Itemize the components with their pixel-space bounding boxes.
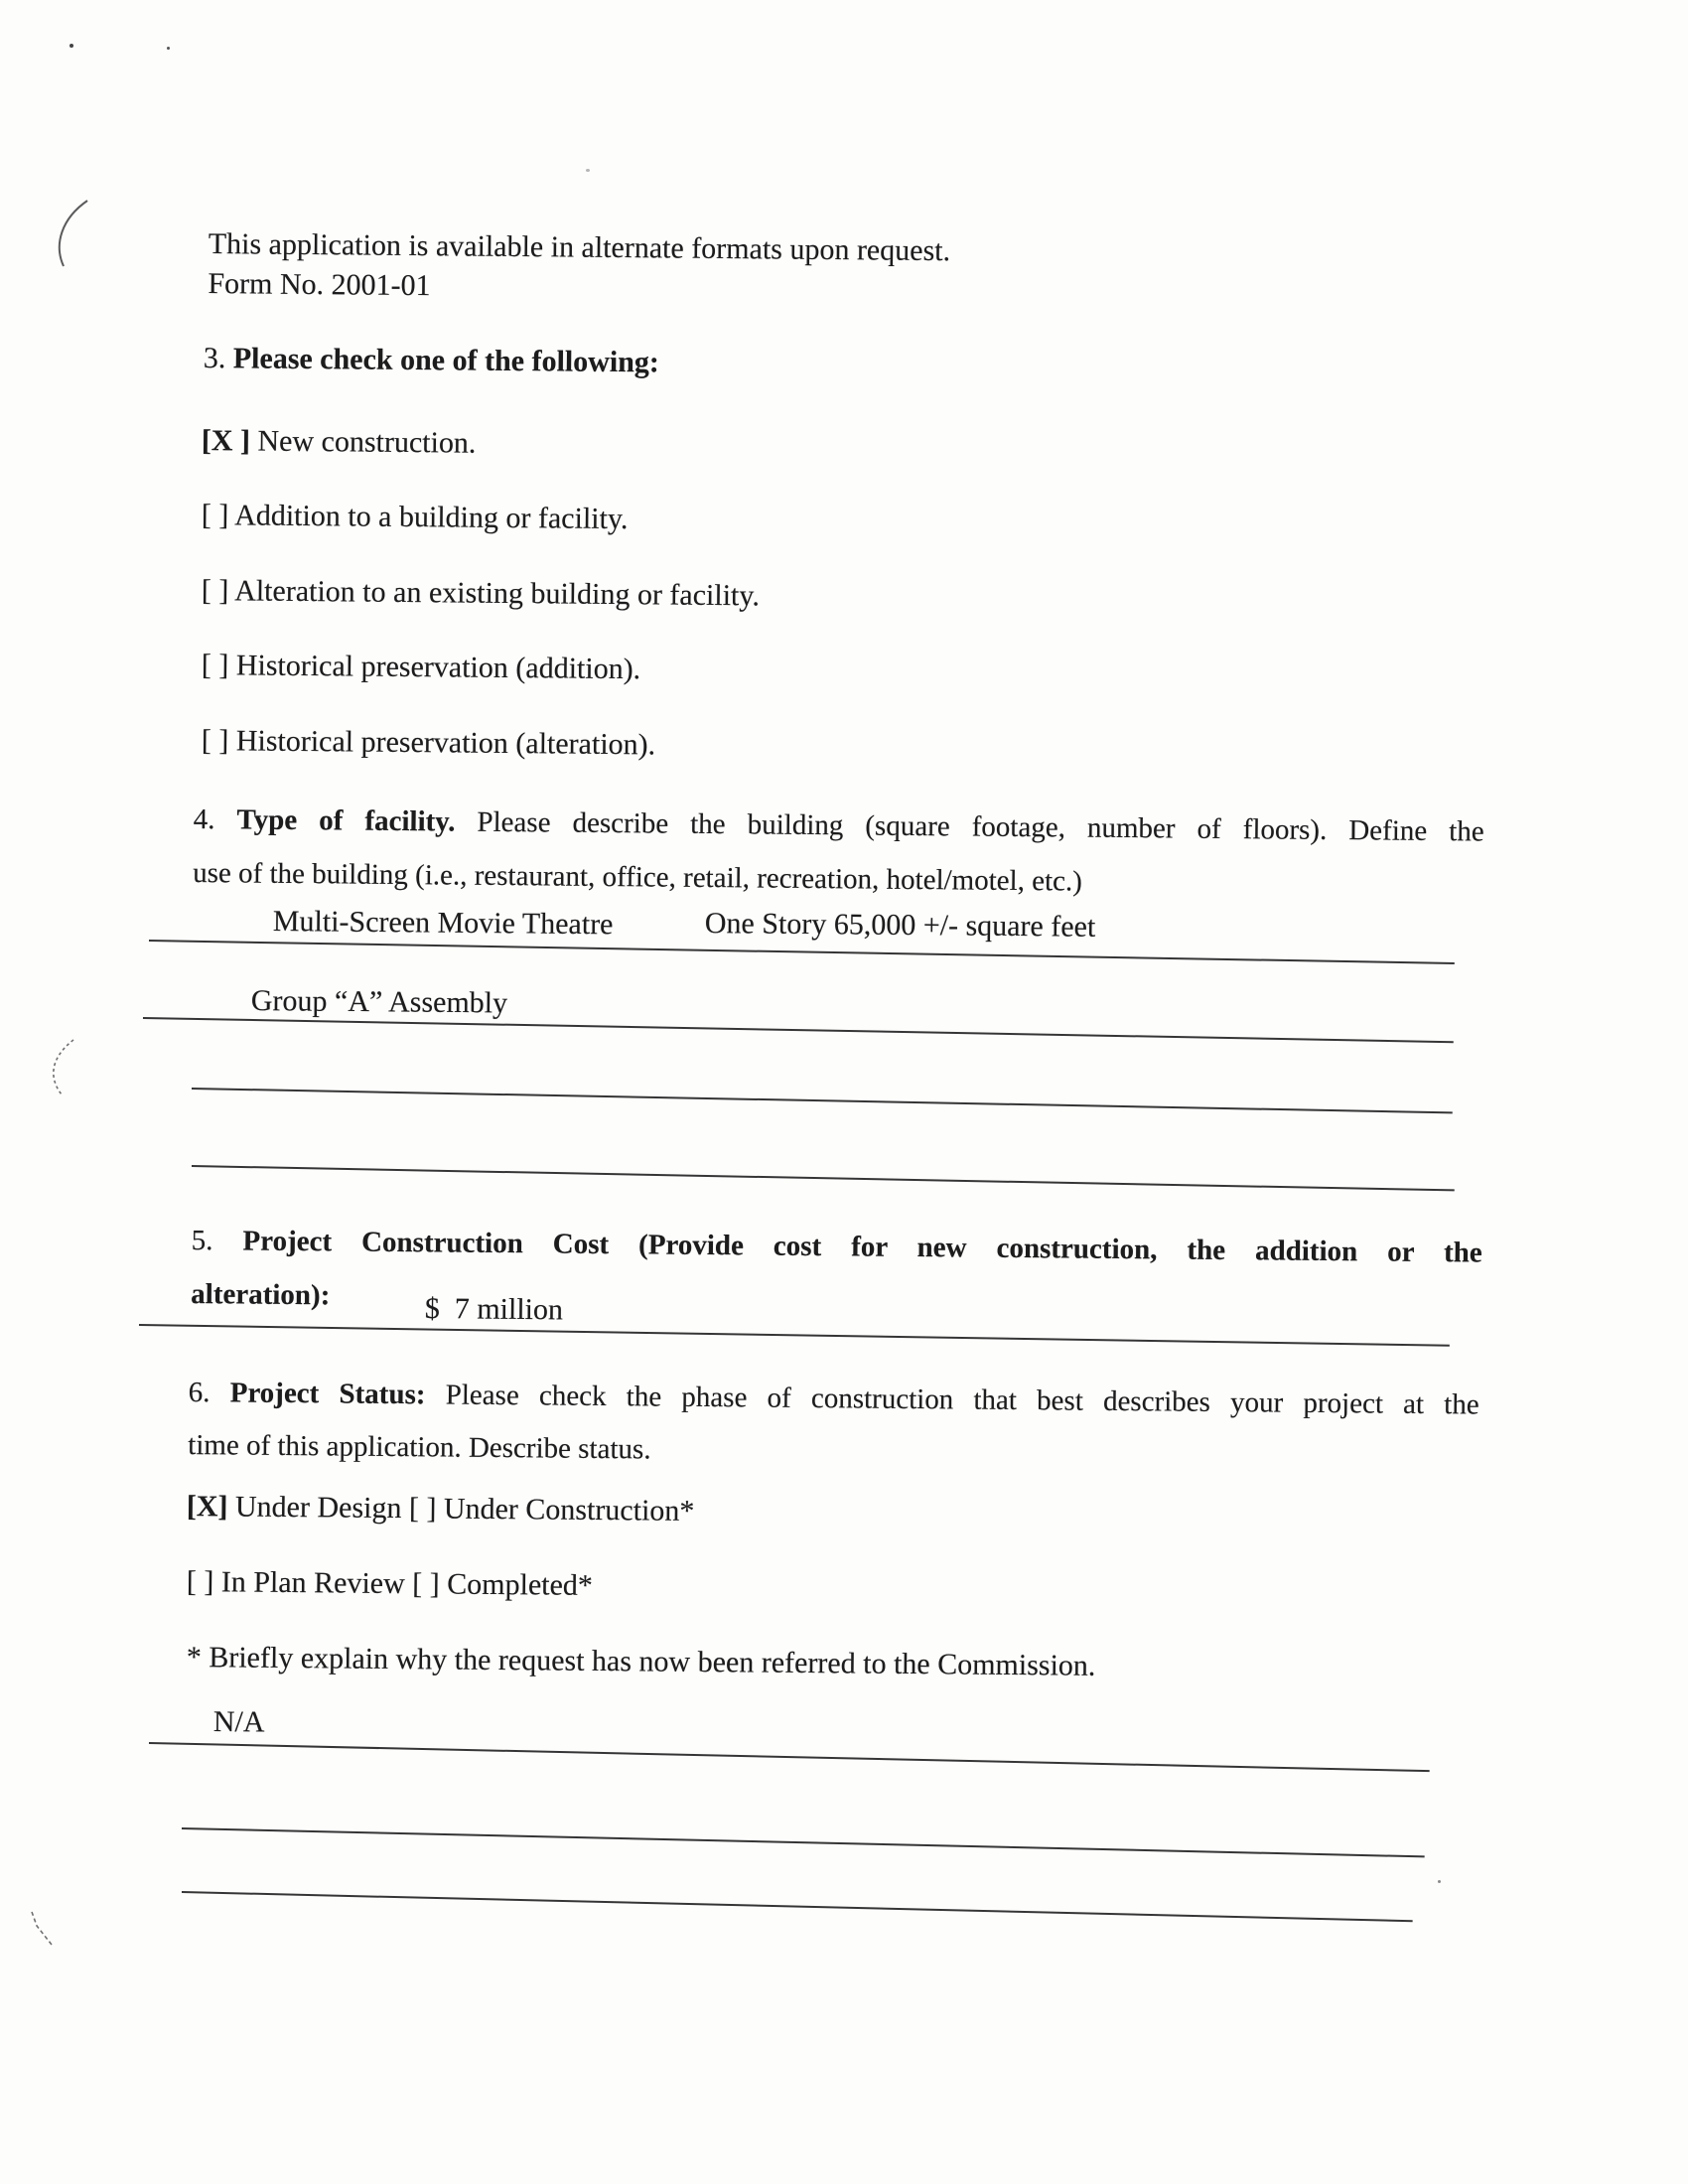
- status-row-2: [187, 1562, 593, 1606]
- option-label: Historical preservation (addition).: [235, 649, 641, 686]
- section5-number: 5.: [191, 1224, 213, 1257]
- footnote-answer-line[interactable]: [149, 1742, 1430, 1772]
- section4-body-line1: Please describe the building (square footage, number of floors). Define the: [477, 805, 1484, 848]
- section5-title-line1: Project Construction Cost (Provide cost for new construction, the addition or the: [242, 1225, 1482, 1269]
- blank-line-4[interactable]: [182, 1891, 1413, 1922]
- blank-line-2[interactable]: [192, 1165, 1455, 1191]
- option-label: Addition to a building or facility.: [233, 499, 629, 536]
- section3-number: 3.: [203, 341, 226, 375]
- checkbox-completed[interactable]: [ ]: [412, 1567, 440, 1601]
- section5-paragraph: [191, 1214, 1482, 1333]
- section4-title: Type of facility.: [236, 803, 456, 838]
- scan-artifact-paren: [46, 1037, 80, 1098]
- section6-body-line2: time of this application. Describe status.: [188, 1428, 651, 1466]
- section6-number: 6.: [188, 1376, 211, 1409]
- construction-cost-value: $ 7 million: [424, 1291, 564, 1327]
- option-historical-alteration: [202, 721, 656, 765]
- scan-speck: [70, 44, 73, 48]
- option-label: Alteration to an existing building or facility.: [233, 574, 761, 613]
- intro-alternate-formats: This application is available in alternate formats upon request.: [208, 226, 951, 268]
- section4-body-line2: use of the building (i.e., restaurant, office, retail, recreation, hotel/motel, etc.): [193, 856, 1083, 898]
- section4-paragraph: [193, 793, 1484, 912]
- answer-line-2[interactable]: [143, 1017, 1454, 1043]
- option-addition: [202, 496, 629, 539]
- section4-number: 4.: [193, 802, 215, 836]
- facility-group-value: Group “A” Assembly: [250, 983, 508, 1020]
- section6-body-line1: Please check the phase of construction that best describes your project at the: [445, 1379, 1479, 1421]
- option-new-construction: [202, 421, 477, 464]
- checkbox-historical-alteration[interactable]: [ ]: [201, 723, 229, 758]
- facility-size-value: One Story 65,000 +/- square feet: [704, 906, 1096, 944]
- status-label: Under Construction*: [443, 1492, 695, 1528]
- status-row-1: [187, 1487, 695, 1531]
- scan-speck: [586, 169, 590, 172]
- form-number: Form No. 2001-01: [208, 266, 431, 303]
- section6-title: Project Status:: [229, 1377, 426, 1411]
- checkbox-in-plan-review[interactable]: [ ]: [186, 1564, 214, 1599]
- section5-title-line2: alteration):: [191, 1277, 331, 1312]
- footnote-answer-value: N/A: [212, 1704, 265, 1739]
- status-label: In Plan Review: [220, 1565, 405, 1601]
- checkbox-historical-addition[interactable]: [ ]: [201, 648, 229, 682]
- checkbox-under-design[interactable]: [X]: [186, 1489, 228, 1524]
- scan-speck: [1438, 1880, 1441, 1883]
- option-historical-addition: [202, 646, 641, 689]
- section3-title: Please check one of the following:: [232, 342, 660, 379]
- section6-paragraph: [188, 1367, 1479, 1484]
- status-label: Under Design: [234, 1490, 402, 1526]
- checkbox-addition[interactable]: [ ]: [201, 498, 229, 532]
- facility-type-value: Multi-Screen Movie Theatre: [272, 904, 614, 942]
- scan-speck: [167, 47, 170, 50]
- scan-artifact-mark: [28, 1909, 56, 1949]
- status-label: Completed*: [447, 1567, 594, 1602]
- option-alteration: [202, 571, 760, 616]
- blank-line-3[interactable]: [182, 1827, 1425, 1857]
- blank-line-1[interactable]: [192, 1088, 1453, 1113]
- checkbox-under-construction[interactable]: [ ]: [408, 1492, 437, 1526]
- option-label: New construction.: [257, 424, 477, 460]
- checkbox-new-construction[interactable]: [X ]: [201, 423, 251, 458]
- checkbox-alteration[interactable]: [ ]: [201, 573, 229, 608]
- footnote-text: * Briefly explain why the request has now been referred to the Commission.: [186, 1640, 1096, 1682]
- option-label: Historical preservation (alteration).: [235, 724, 656, 762]
- section3-heading: [204, 339, 659, 382]
- scan-artifact-paren: [50, 197, 94, 271]
